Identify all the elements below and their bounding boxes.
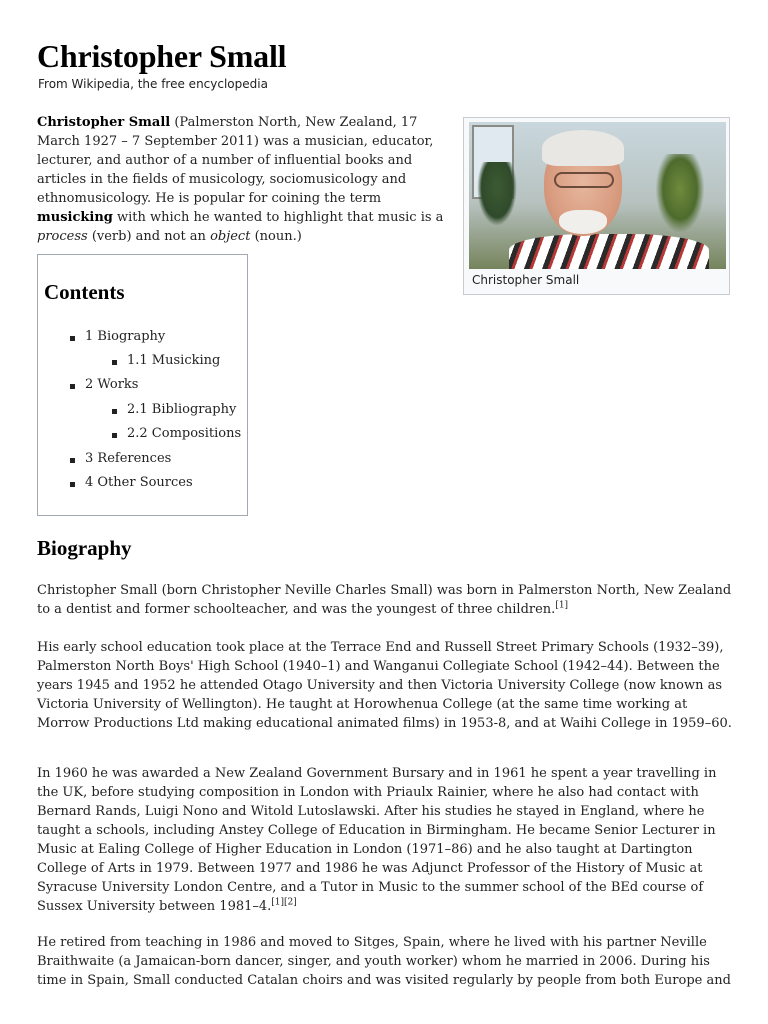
subject-name: Christopher Small xyxy=(37,115,171,130)
photo-hair xyxy=(542,130,624,166)
term-object: object xyxy=(210,229,251,244)
page-title: Christopher Small xyxy=(37,38,287,74)
biography-paragraph-3 xyxy=(37,764,737,916)
intro-text-2: with which he wanted to highlight that music is a xyxy=(112,210,444,225)
intro-paragraph xyxy=(37,113,447,246)
intro-text-1: (Palmerston North, New Zealand, 17 March 1927 – 7 September 2011) was a musician, educator, lecturer, and author of a number of influential books and articles in the fields of musicology, sociomusicology and ethnomusicology. He is popular for coining the term xyxy=(37,115,434,206)
paragraph-text: Christopher Small (born Christopher Neville Charles Small) was born in Palmerston North, New Zealand to a dentist and former schoolteacher, and was the youngest of three children. xyxy=(37,583,732,617)
portrait-photo[interactable] xyxy=(469,122,726,269)
photo-beard xyxy=(559,210,607,234)
biography-paragraph-2: His early school education took place at the Terrace End and Russell Street Primary Schools (1932–39), Palmerston North Boys' High School (1940–1) and Wanganui Collegiate School (1942–44). Between the years 1945 and 1952 he attended Otago University and then Victoria University College (now known as Victoria University of Wellington). He taught at Horowhenua College (at the same time working at Morrow Productions Ltd making educational animated films) in 1953-8, and at Waihi College in 1959–60. xyxy=(37,640,732,731)
intro-text-4: (noun.) xyxy=(250,229,302,244)
citation-link[interactable]: [1] xyxy=(271,897,285,908)
site-tagline: From Wikipedia, the free encyclopedia xyxy=(38,77,268,91)
toc-item-musicking[interactable]: 1.1 Musicking xyxy=(127,353,221,368)
term-process: process xyxy=(37,229,88,244)
toc-item-biography[interactable]: 1 Biography xyxy=(85,329,166,344)
toc-item-compositions[interactable]: 2.2 Compositions xyxy=(127,426,242,441)
toc-title: Contents xyxy=(44,280,125,304)
biography-paragraph-4: He retired from teaching in 1986 and moved to Sitges, Spain, where he lived with his partner Neville Braithwaite (a Jamaican-born dancer, singer, and youth worker) whom he married in 2006. During his time in Spain, Small conducted Catalan choirs and was visited regularly by people from both Europe and xyxy=(37,935,731,988)
photo-plant-right xyxy=(656,154,704,232)
intro-text-3: (verb) and not an xyxy=(87,229,211,244)
citation-link[interactable]: [1] xyxy=(555,600,569,611)
photo-plant-left xyxy=(477,162,517,226)
toc-item-references[interactable]: 3 References xyxy=(85,451,172,466)
photo-shirt xyxy=(509,234,709,269)
photo-glasses xyxy=(554,172,614,188)
citation-link[interactable]: [2] xyxy=(284,897,297,908)
infobox xyxy=(463,117,730,295)
infobox-caption: Christopher Small xyxy=(472,273,580,287)
toc-item-bibliography[interactable]: 2.1 Bibliography xyxy=(127,402,237,417)
biography-paragraph-1 xyxy=(37,581,737,619)
paragraph-text: In 1960 he was awarded a New Zealand Government Bursary and in 1961 he spent a year travelling in the UK, before studying composition in London with Priaulx Rainier, where he also had contact with Bernard Rands, Luigi Nono and Witold Lutoslawski. After his studies he stayed in England, where he taught a schools, including Anstey College of Education in Birmingham. He became Senior Lecturer in Music at Ealing College of Higher Education in London (1971–86) and he also taught at Dartington College of Arts in 1979. Between 1977 and 1986 he was Adjunct Professor of the History of Music at Syracuse University London Centre, and a Tutor in Music to the summer school of the BEd course of Sussex University between 1981–4. xyxy=(37,766,717,914)
table-of-contents xyxy=(37,254,248,516)
toc-item-other-sources[interactable]: 4 Other Sources xyxy=(85,475,193,490)
term-musicking: musicking xyxy=(37,210,113,225)
section-heading-biography: Biography xyxy=(37,536,132,560)
toc-item-works[interactable]: 2 Works xyxy=(85,377,139,392)
